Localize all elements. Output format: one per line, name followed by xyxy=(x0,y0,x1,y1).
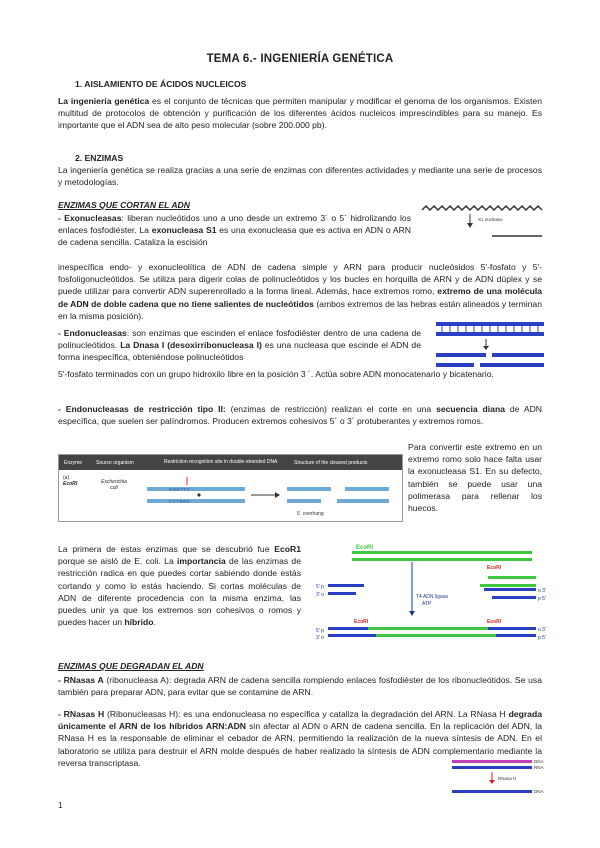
svg-text:DNA: DNA xyxy=(534,789,544,794)
endonuclease-paragraph-a: - Endonucleasas: son enzimas que escinden el enlace fosfodiéster dentro de una cadena de polinucleótidos. La Dnasa I (desoxirribonucleasa I) es una nucleasa que escinde el ADN de forma inespecífica, obteniéndose polinucleótidos xyxy=(58,328,422,363)
section-2-heading: 2. ENZIMAS xyxy=(75,153,124,163)
svg-text:EcoRI: EcoRI xyxy=(354,619,369,625)
s1-label: S1 nuclease xyxy=(478,217,503,222)
svg-text:DNA: DNA xyxy=(534,759,544,764)
degrade-heading: ENZIMAS QUE DEGRADAN EL ADN xyxy=(58,661,204,671)
svg-text:EcoRI: EcoRI xyxy=(487,565,502,571)
restriction-paragraph: - Endonucleasas de restricción tipo II: (enzimas de restricción) realizan el corte en una secuencia diana de ADN específica, que suelen ser palíndromos. Producen extremos cohesivos 5´ o 3´ protuberantes y extremos romos. xyxy=(58,404,542,427)
rnase-h-label: RNasa H xyxy=(498,776,517,781)
dnase-arrowhead xyxy=(483,346,489,350)
table-col-enzyme: Enzyme xyxy=(64,459,83,466)
exonuclease-paragraph-b: inespecífica endo- y exonucleolítica de ADN de cadena simple y ARN para producir nucleósidos 5'-fosfato y 5'-fosfoligonucleótidos. Se utiliza para digerir colas de polinucleótidos y los bucles en horquilla de ARN y de ADN dúplex y se puede utilizar para convertir ADN superenrollado a la forma lineal. Además, hace extremos romo, extremo de una molécula de ADN de doble cadena que no tiene salientes de nucleótidos (ambos extremos de las hebras están alineados y terminan en la misma posición). xyxy=(58,262,542,321)
endonuclease-paragraph-b: 5'-fosfato terminados con un grupo hidroxilo libre en la posición 3 ´. Actúa sobre ADN monocatenario y bicatenario. xyxy=(58,369,494,379)
blunt-end-note: Para convertir este extremo en un extremo romo solo hace falta usar la exonucleasa S1. En su defecto, también se puede usar una polimerasa para rellenar los huecos. xyxy=(408,442,542,514)
table-overhang: 5´ overhang xyxy=(297,511,324,517)
restriction-table xyxy=(58,454,403,522)
section-2-intro: La ingeniería genética se realiza gracias a una serie de enzimas con diferentes actividades y mediante una serie de procesos y metodologías. xyxy=(58,165,542,188)
rnase-a-paragraph: - RNasas A (ribonucleasa A): degrada ARN de cadena sencilla rompiendo enlaces fosfodiéster de los ribonucleótidos. Se usa también para preparar ADN, para evitar que se contamine de ARN. xyxy=(58,675,542,698)
svg-text:5' p: 5' p xyxy=(316,584,324,590)
svg-text:G A A T T C: G A A T T C xyxy=(169,486,190,492)
svg-text:o 3': o 3' xyxy=(538,588,546,594)
dnase-strand-top xyxy=(436,322,544,326)
ecori-site-diagram xyxy=(147,473,397,517)
svg-text:o 3': o 3' xyxy=(538,627,546,633)
table-col-site: Restriction recognition site in double-stranded DNA xyxy=(164,459,278,465)
section-1-paragraph: La ingeniería genética es el conjunto de técnicas que permiten manipular y modificar el genoma de los organismos. Existen multitud de protocolos de obtención y purificación de los diferentes ácidos nucleicos imprescindibles para su manejo. Es importante que el ADN sea de alto peso molecular (sobre 200.000 pb). xyxy=(58,96,542,131)
svg-text:C T T A A G: C T T A A G xyxy=(169,498,190,504)
page-number: 1 xyxy=(58,800,63,810)
section-1-heading: 1. AISLAMIENTO DE ÁCIDOS NUCLEICOS xyxy=(75,79,247,89)
dnase-figure xyxy=(428,316,546,374)
ligase-label: T4 ADN ligasa xyxy=(416,594,448,600)
svg-text:p 5': p 5' xyxy=(538,596,546,602)
svg-text:p 5': p 5' xyxy=(538,635,546,640)
table-header xyxy=(59,455,402,470)
s1-arrowhead xyxy=(467,223,473,228)
single-strand-top xyxy=(422,206,542,210)
svg-text:3' o: 3' o xyxy=(316,635,324,640)
svg-text:5' p: 5' p xyxy=(316,628,324,634)
table-row-label: (a) xyxy=(63,475,70,481)
dnase-strand-bottom xyxy=(436,332,544,336)
rnase-h-paragraph: - RNasas H (Ribonucleasas H): es una endonucleasa no específica y cataliza la degradación del ARN. La RNasa H degrada únicamente el ARN de los híbridos ARN:ADN sin afectar al ADN o ARN de cadena sencilla. En la replicación del ADN, la RNasa H es la responsable de eliminar el cebador de ARN, permitiendo la realización de la nueva síntesis de ADN. En el laboratorio se utiliza para destruir el ARN molde después de haber realizado la síntesis de ADN complementario mediante la reversa transcriptasa. xyxy=(58,709,542,768)
exonuclease-paragraph-a: - Exonucleasas: liberan nucleótidos uno a uno desde un extremo 3´ o 5´ hidrolizando los enlaces fosfodiéster. La exonucleasa S1 es una exonucleasa que es activa en ADN o ARN de cadena sencilla. Cataliza la escisión xyxy=(58,213,411,248)
svg-text:3' o: 3' o xyxy=(316,592,324,598)
table-enzyme: EcoRI xyxy=(63,481,78,487)
s1-nuclease-figure xyxy=(420,200,545,245)
cut-heading: ENZIMAS QUE CORTAN EL ADN xyxy=(58,200,190,210)
table-col-structure: Structure of the cleaved products xyxy=(294,459,368,466)
table-col-source: Source organism xyxy=(96,459,134,466)
ecori-ligation-figure xyxy=(312,540,552,640)
ecori-label-top: EcoRI xyxy=(356,545,374,551)
svg-text:RNA: RNA xyxy=(534,765,544,770)
svg-text:EcoRI: EcoRI xyxy=(487,619,502,625)
table-organism: Escherichia coli xyxy=(101,479,127,491)
rnase-h-figure xyxy=(448,754,548,798)
atp-label: ATP xyxy=(422,601,432,607)
page-title: TEMA 6.- INGENIERÍA GENÉTICA xyxy=(206,53,394,65)
ecor1-paragraph: La primera de estas enzimas que se descubrió fue EcoR1 porque se aisló de E. coli. La importancia de las enzimas de restricción radica en que puedes cortar sabiendo donde estás cortando y como lo estás haciendo. Si cortas moléculas de ADN de diferente procedencia con la misma enzima, las puedes unir ya que los extremos son cohesivos o romos y puedes hacer un híbrido. xyxy=(58,544,301,628)
